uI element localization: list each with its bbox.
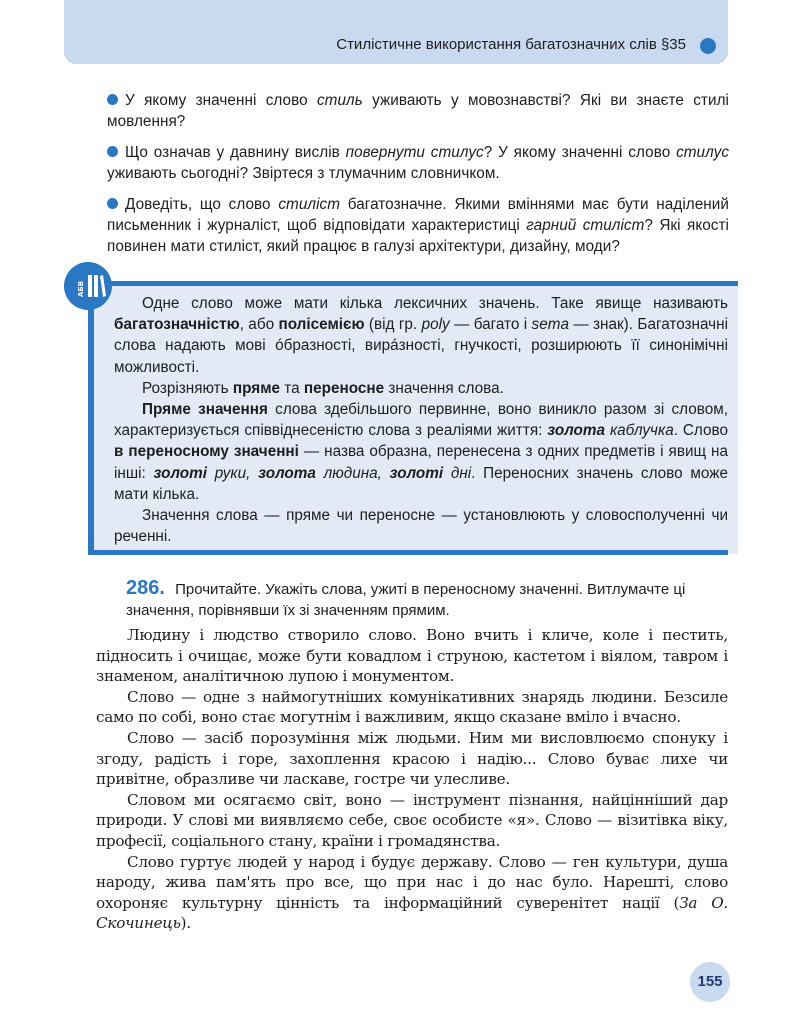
question-item: Доведіть, що слово стиліст багатозначне. Якими вміннями має бути наділений письменник і журналіст, щоб відповідати характеристиці гарний стиліст? Які якості повинен мати стиліст, який працює в галузі архітектури, дизайну, моди?: [107, 196, 729, 255]
running-header: [64, 0, 728, 64]
bullet-icon: [107, 198, 118, 209]
text-paragraph: Слово — засіб порозуміння між людьми. Ним ми висловлюємо спонуку і згоду, радість і горе, захоплення красою і надію... Слово буває лихе чи привітне, образливе чи ласкаве, гостре чи улесливе.: [96, 728, 728, 789]
exercise-number: 286.: [126, 577, 165, 599]
reading-text: [96, 625, 728, 934]
question-list: [107, 90, 729, 267]
question-item: У якому значенні слово стиль уживають у мовознавстві? Які ви знаєте стилі мовлення?: [107, 92, 729, 130]
book-stack-icon: [64, 262, 112, 310]
page-number: 155: [690, 962, 730, 1002]
rule-box-border: [88, 550, 728, 555]
exercise-instruction: Прочитайте. Укажіть слова, ужиті в переносному значенні. Витлумачте ці значення, порівнявши їх зі значенням прямим.: [126, 581, 686, 619]
exercise-heading: [126, 578, 731, 621]
question-item: Що означав у давнину вислів повернути стилус? У якому значенні слово стилус уживають сьогодні? Звіртеся з тлумачним словничком.: [107, 144, 730, 182]
header-dot-icon: [700, 38, 716, 54]
text-paragraph: Людину і людство створило слово. Воно вчить і кличе, коле і пестить, підносить і очищає, може бути ковадлом і струною, кастетом і віялом, тавром і знаменом, аналітичною лупою і монументом.: [96, 626, 728, 686]
text-paragraph: Слово — одне з наймогутніших комунікативних знарядь людини. Безсиле само по собі, воно стає могутнім і важливим, якщо сказане вміло і вчасно.: [96, 687, 728, 727]
bullet-icon: [107, 94, 118, 105]
text-paragraph: Словом ми осягаємо світ, воно — інструмент пізнання, найцінніший дар природи. У слові ми виявляємо себе, своє особисте «я». Слово — візитівка віку, професії, соціального стану, країни і громадянства.: [96, 790, 728, 850]
rule-paragraph: Значення слова — пряме чи переносне — установлюють у словосполученні чи реченні.: [114, 507, 728, 546]
rule-paragraph: Одне слово може мати кілька лексичних значень. Таке явище називають багатозначністю, або полісемією (від гр. poly — багато і sema — знак). Багатозначні слова надають мові óбразності, вирáзності, гнучкості, розширюють її синонімічні можливості.: [114, 295, 728, 376]
rule-text: [114, 293, 728, 547]
bullet-icon: [107, 146, 118, 157]
rule-paragraph: Пряме значення слова здебільшого первинне, воно виникло разом зі словом, характеризується співвіднесеністю слова з реаліями життя: золота каблучка. Слово в переносному значенні — назва образна, перенесена з одних предметів і явищ на інші: золоті руки, золота людина, золоті дні. Переносних значень слово може мати кілька.: [114, 401, 729, 503]
rule-paragraph: Розрізняють пряме та переносне значення слова.: [142, 379, 504, 397]
text-paragraph: Слово гуртує людей у народ і будує державу. Слово — ген культури, душа народу, жива пам'ять про все, що при нас і до нас було. Нарешті, слово охороняє культурну цінність та інформаційний суверенітет нації (За О. Скочинець).: [96, 852, 729, 933]
rule-icon-letters: АБВ: [77, 280, 85, 297]
running-header-title: Стилістичне використання багатозначних слів §35: [336, 36, 686, 53]
